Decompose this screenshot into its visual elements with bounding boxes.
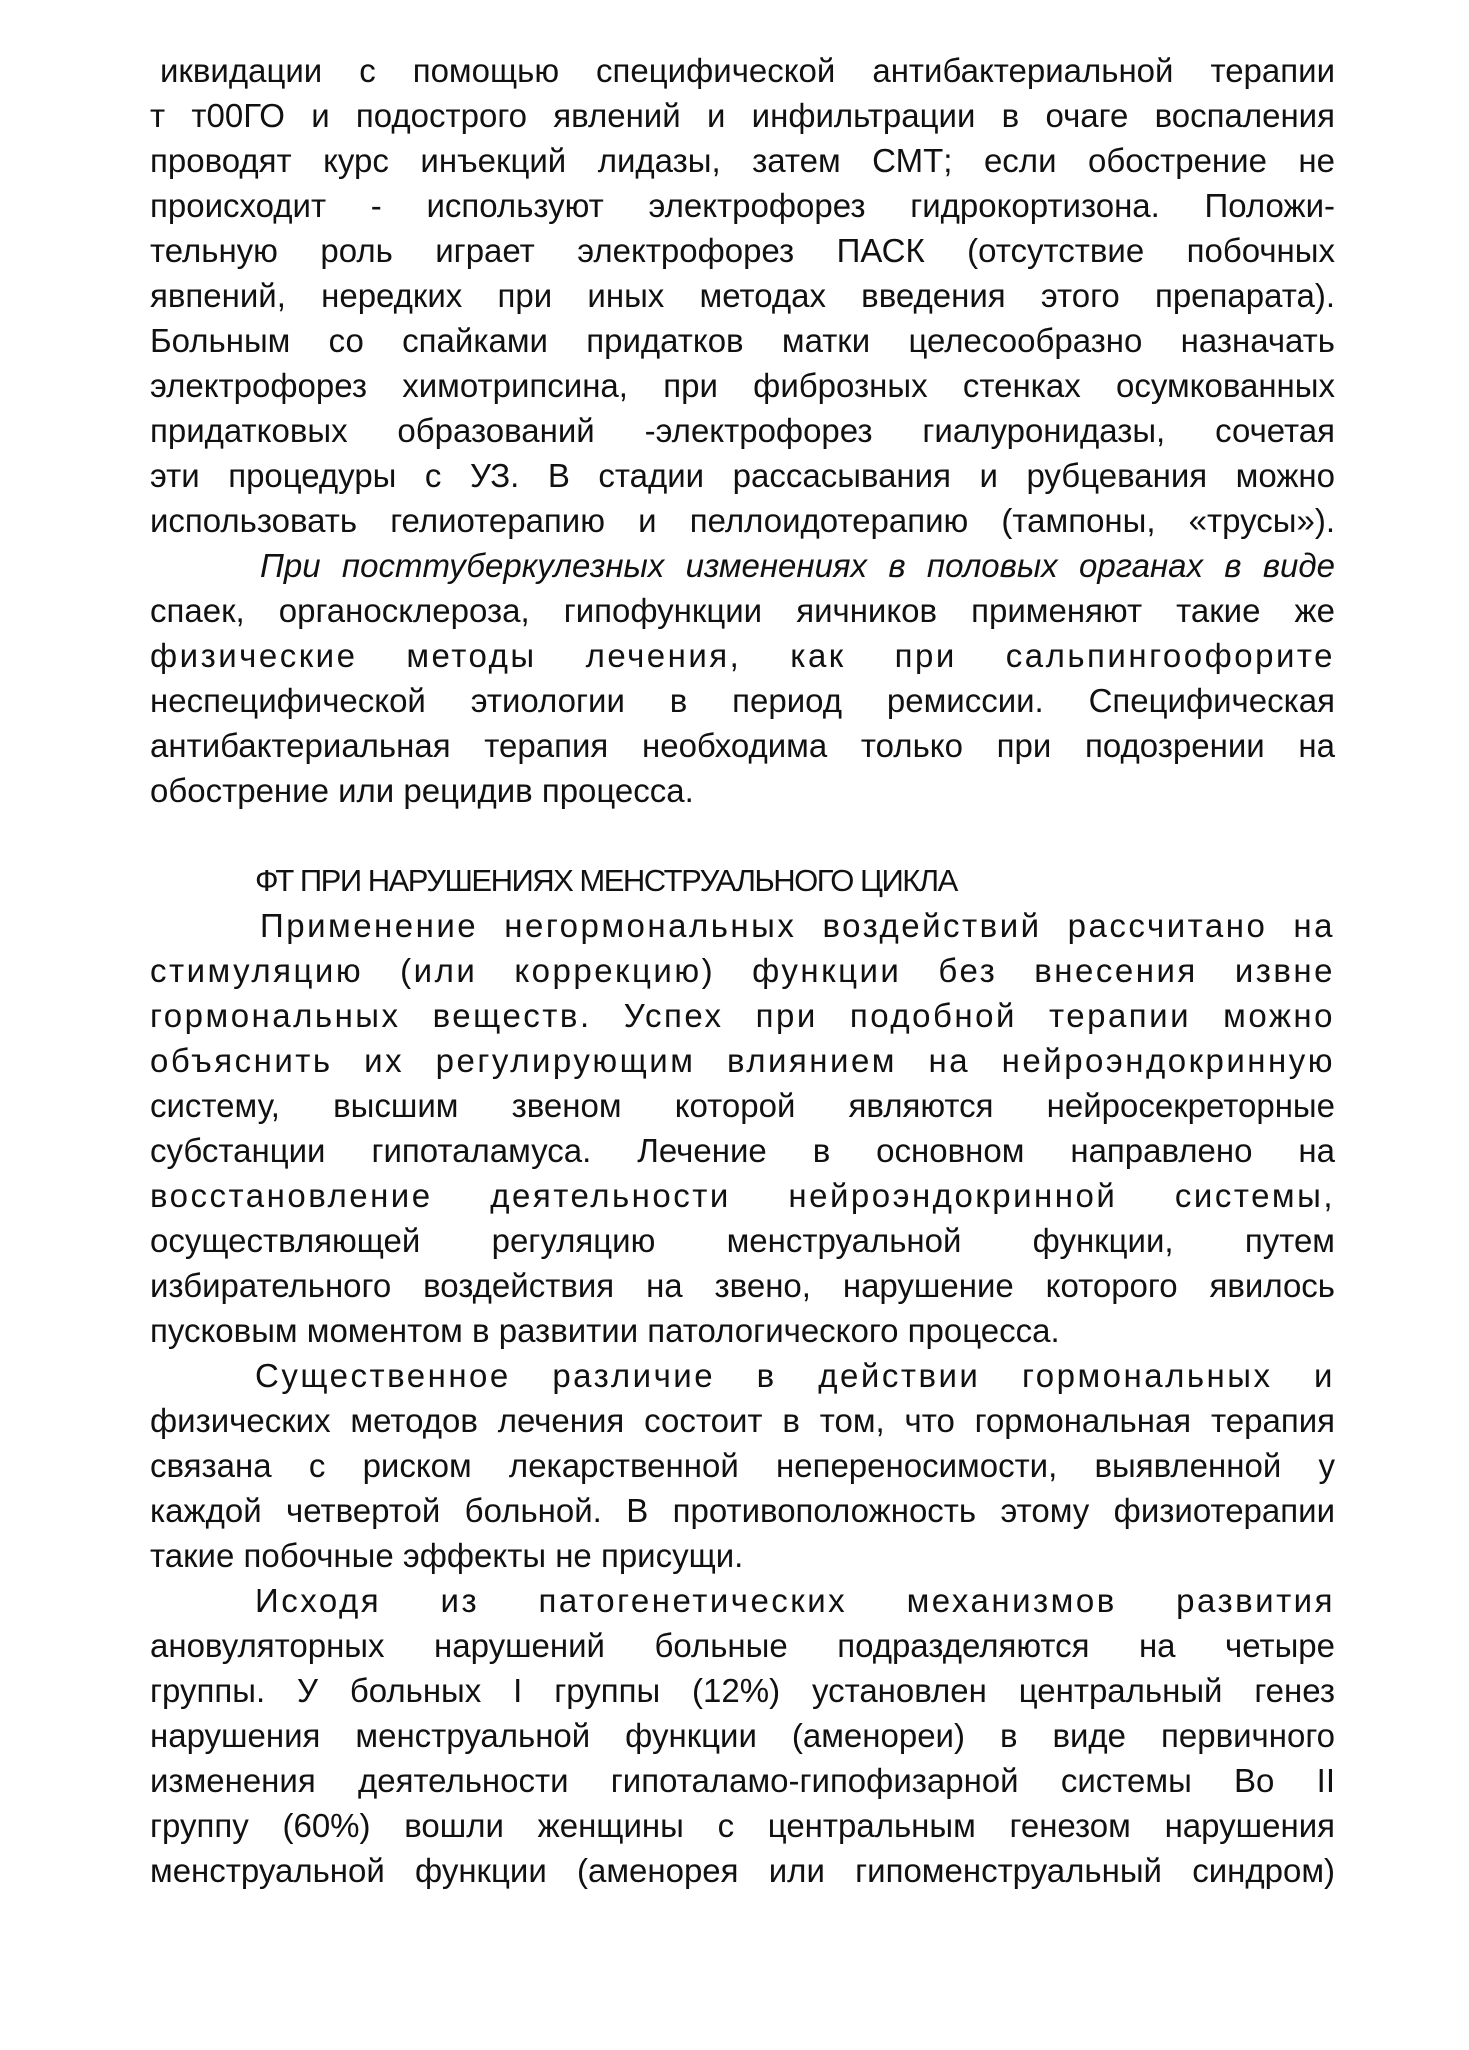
text-line: Исходя из патогенетических механизмов развития xyxy=(255,1582,1335,1619)
text-line: стимуляцию (или коррекцию) функции без внесения извне xyxy=(150,952,1335,989)
text-line: Больным со спайками придатков матки целесообразно назначать xyxy=(150,322,1335,359)
paragraph-3 xyxy=(150,903,1335,1353)
paragraph-1 xyxy=(150,48,1335,543)
text-line: использовать гелиотерапию и пеллоидотерапию (тампоны, «трусы»). xyxy=(150,502,1335,539)
text-line: эти процедуры с УЗ. В стадии рассасывания и рубцевания можно xyxy=(150,457,1335,494)
text-line: группу (60%) вошли женщины с центральным генезом нарушения xyxy=(150,1807,1335,1844)
text-line: Применение негормональных воздействий рассчитано на xyxy=(260,907,1335,944)
text-line: электрофорез химотрипсина, при фиброзных стенках осумкованных xyxy=(150,367,1335,404)
spacer xyxy=(150,813,1335,858)
text-line: физических методов лечения состоит в том, что гормональная терапия xyxy=(150,1402,1335,1439)
text-line: осуществляющей регуляцию менструальной функции, путем xyxy=(150,1222,1335,1259)
text-line: гормональных веществ. Успех при подобной терапии можно xyxy=(150,997,1335,1034)
paragraph-lead-italic: При посттуберкулезных изменениях в половых органах в виде xyxy=(260,547,1335,584)
text-line: антибактериальная терапия необходима только при подозрении на xyxy=(150,727,1335,764)
document-page xyxy=(150,48,1335,1893)
paragraph-4 xyxy=(150,1353,1335,1578)
text-line: восстановление деятельности нейроэндокринной системы, xyxy=(150,1177,1335,1214)
text-line: неспецифической этиологии в период ремиссии. Специфическая xyxy=(150,682,1335,719)
text-line: изменения деятельности гипоталамо-гипофизарной системы Во II xyxy=(150,1762,1335,1799)
text-line: пусковым моментом в развитии патологического процесса. xyxy=(150,1312,1060,1349)
text-line: т т00ГО и подострого явлений и инфильтрации в очаге воспаления xyxy=(150,97,1335,134)
text-line: иквидации с помощью специфической антибактериальной терапии xyxy=(160,52,1335,89)
text-line: избирательного воздействия на звено, нарушение которого явилось xyxy=(150,1267,1335,1304)
text-line: менструальной функции (аменорея или гипоменструальный синдром) xyxy=(150,1852,1335,1889)
text-line: происходит - используют электрофорез гидрокортизона. Положи- xyxy=(150,187,1335,224)
paragraph-2 xyxy=(150,543,1335,813)
paragraph-5 xyxy=(150,1578,1335,1893)
text-line: нарушения менструальной функции (аменореи) в виде первичного xyxy=(150,1717,1335,1754)
text-line: обострение или рецидив процесса. xyxy=(150,772,694,809)
text-line: каждой четвертой больной. В противоположность этому физиотерапии xyxy=(150,1492,1335,1529)
text-line: субстанции гипоталамуса. Лечение в основном направлено на xyxy=(150,1132,1335,1169)
text-line: группы. У больных I группы (12%) установлен центральный генез xyxy=(150,1672,1335,1709)
text-line: тельную роль играет электрофорез ПАСК (отсутствие побочных xyxy=(150,232,1335,269)
section-heading: ФТ ПРИ НАРУШЕНИЯХ МЕНСТРУАЛЬНОГО ЦИКЛА xyxy=(255,863,957,898)
text-line: систему, высшим звеном которой являются нейросекреторные xyxy=(150,1087,1335,1124)
text-line: проводят курс инъекций лидазы, затем СМТ; если обострение не xyxy=(150,142,1335,179)
text-line: спаек, органосклероза, гипофункции яичников применяют такие же xyxy=(150,592,1335,629)
text-line: физические методы лечения, как при сальпингоофорите xyxy=(150,637,1335,674)
text-line: объяснить их регулирующим влиянием на нейроэндокринную xyxy=(150,1042,1335,1079)
text-line: Существенное различие в действии гормональных и xyxy=(255,1357,1335,1394)
text-line: придатковых образований -электрофорез гиалуронидазы, сочетая xyxy=(150,412,1335,449)
text-line: ановуляторных нарушений больные подразделяются на четыре xyxy=(150,1627,1335,1664)
text-line: такие побочные эффекты не присущи. xyxy=(150,1537,744,1574)
text-line: связана с риском лекарственной непереносимости, выявленной у xyxy=(150,1447,1335,1484)
text-line: явпений, нередких при иных методах введения этого препарата). xyxy=(150,277,1335,314)
